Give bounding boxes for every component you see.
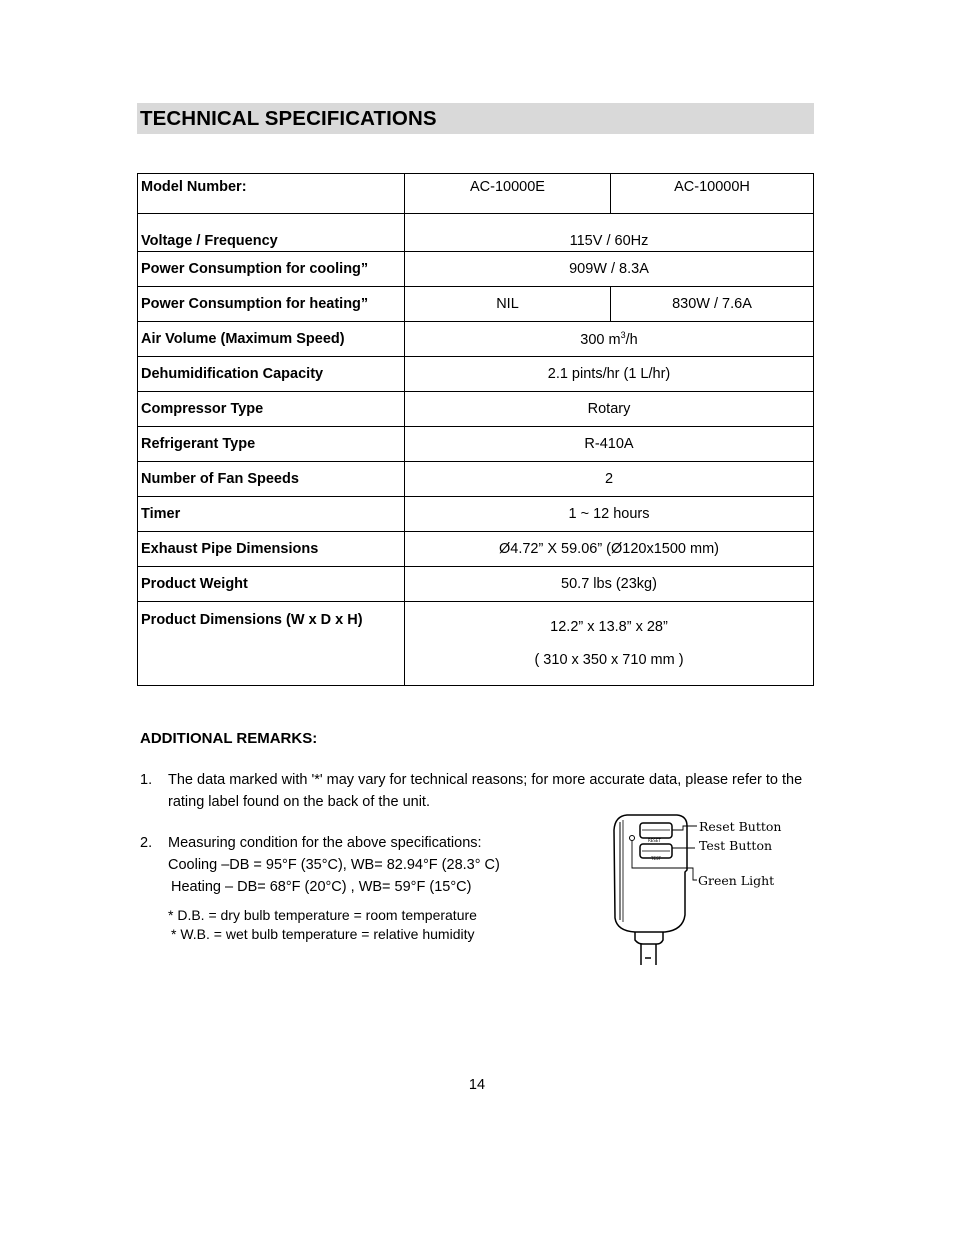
section-title-bar <box>137 103 814 134</box>
table-row <box>138 392 814 427</box>
dimensions-imperial: 12.2” x 13.8” x 28” <box>550 619 668 635</box>
spec-value-a: NIL <box>405 287 611 322</box>
model-a-value: AC-10000E <box>405 174 611 214</box>
table-row <box>138 287 814 322</box>
specifications-table <box>137 173 814 686</box>
table-row <box>138 252 814 287</box>
model-b-value: AC-10000H <box>611 174 814 214</box>
spec-label: Refrigerant Type <box>138 427 405 462</box>
remark-number: 1. <box>140 772 153 788</box>
spec-value: 50.7 lbs (23kg) <box>405 567 814 602</box>
spec-label: Timer <box>138 497 405 532</box>
remark-text: The data marked with '*' may vary for technical reasons; for more accurate data, please refer to the rating label found on the back of the unit. <box>168 772 803 810</box>
spec-value: R-410A <box>405 427 814 462</box>
spec-label: Number of Fan Speeds <box>138 462 405 497</box>
spec-value: Ø4.72” X 59.06” (Ø120x1500 mm) <box>405 532 814 567</box>
spec-value: 2.1 pints/hr (1 L/hr) <box>405 357 814 392</box>
air-volume-number: 300 m <box>580 331 621 348</box>
spec-label: Product Weight <box>138 567 405 602</box>
spec-label: Power Consumption for heating” <box>138 287 405 322</box>
remark-text: Measuring condition for the above specifications: <box>168 835 482 851</box>
test-button-callout: Test Button <box>699 838 773 853</box>
spec-value: 115V / 60Hz <box>405 214 814 252</box>
superscript: 3 <box>620 330 626 341</box>
heating-condition: Heating – DB= 68°F (20°C) , WB= 59°F (15°C) <box>171 879 472 895</box>
spec-value: Rotary <box>405 392 814 427</box>
page-title: TECHNICAL SPECIFICATIONS <box>140 107 437 130</box>
spec-value: 1 ~ 12 hours <box>405 497 814 532</box>
db-note: * D.B. = dry bulb temperature = room temperature <box>168 907 477 923</box>
table-row <box>138 532 814 567</box>
model-number-label: Model Number: <box>138 174 405 214</box>
remark-item <box>140 769 813 813</box>
spec-label: Voltage / Frequency <box>138 214 405 252</box>
table-row <box>138 174 814 214</box>
spec-value <box>405 602 814 686</box>
table-row <box>138 214 814 252</box>
table-row <box>138 497 814 532</box>
table-row <box>138 427 814 462</box>
spec-label: Compressor Type <box>138 392 405 427</box>
air-volume-unit: /h <box>625 331 638 348</box>
spec-value <box>405 322 814 357</box>
spec-value-b: 830W / 7.6A <box>611 287 814 322</box>
table-row <box>138 567 814 602</box>
table-row <box>138 322 814 357</box>
plug-diagram <box>605 810 805 970</box>
spec-label: Product Dimensions (W x D x H) <box>138 602 405 686</box>
table-row <box>138 357 814 392</box>
remark-number: 2. <box>140 835 153 851</box>
spec-label: Air Volume (Maximum Speed) <box>138 322 405 357</box>
reset-button-callout: Reset Button <box>699 819 782 834</box>
page-number: 14 <box>468 1077 486 1093</box>
table-row <box>138 602 814 686</box>
table-row <box>138 462 814 497</box>
spec-label: Exhaust Pipe Dimensions <box>138 532 405 567</box>
dimensions-metric: ( 310 x 350 x 710 mm ) <box>534 652 684 668</box>
green-light-icon <box>630 836 635 841</box>
plug-test-text: TEST <box>651 856 661 861</box>
remarks-heading: ADDITIONAL REMARKS: <box>140 730 318 747</box>
wb-note: * W.B. = wet bulb temperature = relative humidity <box>171 926 475 942</box>
spec-value: 909W / 8.3A <box>405 252 814 287</box>
green-light-callout: Green Light <box>698 873 775 888</box>
reset-button-icon <box>640 823 672 838</box>
spec-label: Dehumidification Capacity <box>138 357 405 392</box>
cooling-condition: Cooling –DB = 95°F (35°C), WB= 82.94°F (28.3° C) <box>168 857 500 873</box>
spec-label: Power Consumption for cooling” <box>138 252 405 287</box>
plug-reset-text: RESET <box>648 838 661 843</box>
spec-value: 2 <box>405 462 814 497</box>
